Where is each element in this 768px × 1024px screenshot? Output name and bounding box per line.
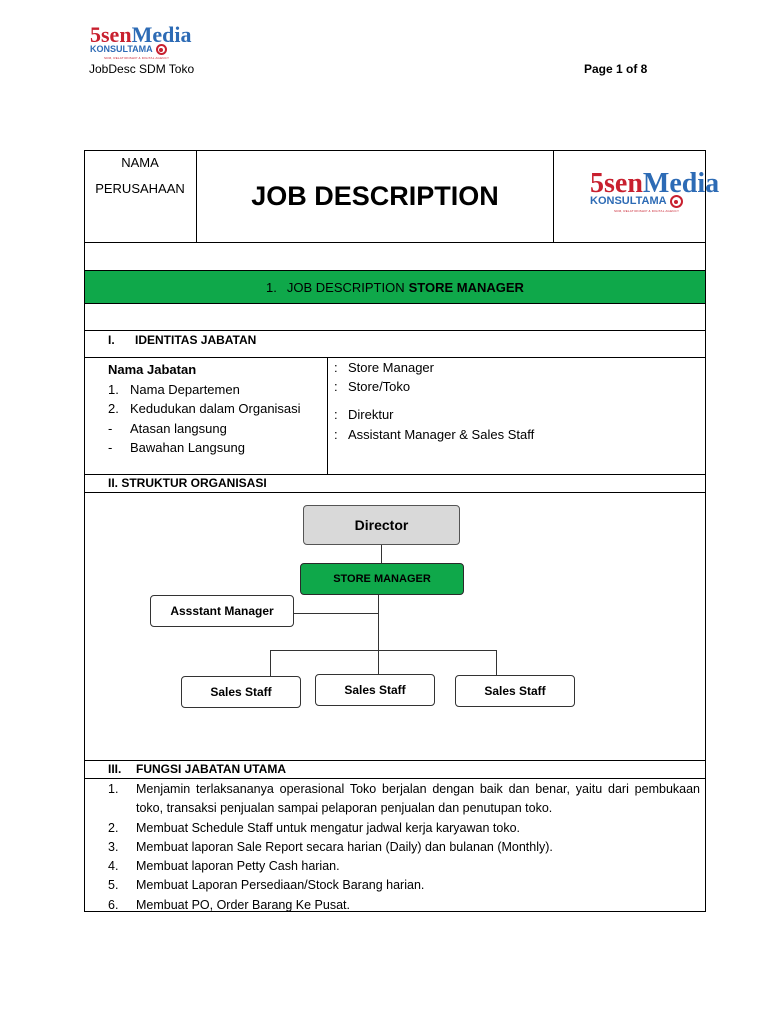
org-sales-staff: Sales Staff <box>455 675 575 707</box>
divider <box>84 303 706 304</box>
connector-staff-2 <box>378 650 379 674</box>
label-row: Nama Jabatan <box>108 362 197 377</box>
logo-tagline: SDM, RELATIONSHIP & DIGITAL AGENCY <box>614 209 680 213</box>
org-store-manager: STORE MANAGER <box>300 563 464 595</box>
banner-prefix: JOB DESCRIPTION <box>286 279 405 295</box>
banner-number: 1. <box>266 279 277 295</box>
page-indicator: Page 1 of 8 <box>584 62 648 76</box>
fungsi-heading: FUNGSI JABATAN UTAMA <box>136 762 286 776</box>
divider <box>84 357 706 358</box>
org-sales-staff: Sales Staff <box>315 674 435 706</box>
list-item: 2. Membuat Schedule Staff untuk mengatur jadwal kerja karyawan toko. <box>108 820 521 835</box>
org-assistant-manager: Assstant Manager <box>150 595 294 627</box>
divider <box>84 242 706 243</box>
document-title: JobDesc SDM Toko <box>89 62 195 76</box>
banner-role: STORE MANAGER <box>408 279 524 295</box>
table-logo <box>590 170 719 213</box>
page-title: JOB DESCRIPTION <box>251 180 499 211</box>
connector-staff-1 <box>270 650 271 676</box>
list-item: 6. Membuat PO, Order Barang Ke Pusat. <box>108 897 350 912</box>
connector-am <box>294 613 378 614</box>
logo-brand: 5senMedia <box>90 22 192 47</box>
label-row: - Atasan langsung <box>108 420 227 436</box>
divider <box>84 778 706 779</box>
logo-sub: KONSULTAMA <box>590 195 667 207</box>
divider <box>84 492 706 493</box>
label-row: 2. Kedudukan dalam Organisasi <box>108 401 301 416</box>
label-row: - Bawahan Langsung <box>108 440 245 455</box>
label-row: 1. Nama Departemen <box>108 381 240 397</box>
fungsi-list <box>108 780 700 915</box>
connector-director-sm <box>381 545 382 563</box>
header-logo <box>90 24 191 60</box>
connector-staff-3 <box>496 650 497 675</box>
value-row: : Direktur <box>334 407 394 422</box>
list-item: 3. Membuat laporan Sale Report secara harian (Daily) dan bulanan (Monthly). <box>108 839 553 854</box>
identitas-labels <box>108 360 301 458</box>
logo-sub: KONSULTAMA <box>90 44 153 54</box>
target-icon <box>670 195 683 208</box>
divider <box>84 760 706 761</box>
list-item: 1. Menjamin terlaksananya operasional Toko berjalan dengan baik dan benar, yaitu dari pembukaan toko, transaksi penjualan sampai pelaporan penjualan dan penutupan toko. <box>108 782 700 816</box>
connector-staff-bar <box>270 650 497 651</box>
org-sales-staff: Sales Staff <box>181 676 301 708</box>
value-row: : Store/Toko <box>334 379 411 394</box>
list-item: 5. Membuat Laporan Persediaan/Stock Barang harian. <box>108 878 425 893</box>
divider <box>553 150 554 242</box>
value-row: : Assistant Manager & Sales Staff <box>334 427 535 442</box>
connector-sm-trunk <box>378 595 379 650</box>
struktur-heading: II. STRUKTUR ORGANISASI <box>108 476 267 490</box>
divider <box>327 357 328 474</box>
fungsi-heading-number: III. <box>108 762 122 776</box>
company-name-label: NAMA PERUSAHAAN <box>95 155 185 196</box>
value-row: : Store Manager <box>334 360 434 375</box>
divider <box>84 330 706 331</box>
divider <box>84 474 706 475</box>
section-banner <box>85 271 705 303</box>
list-item: 4. Membuat laporan Petty Cash harian. <box>108 859 340 874</box>
identitas-heading: IDENTITAS JABATAN <box>135 333 257 347</box>
target-icon <box>156 44 167 55</box>
logo-brand: 5senMedia <box>590 168 720 199</box>
org-director: Director <box>303 505 460 545</box>
identitas-heading-number: I. <box>108 333 115 347</box>
logo-tagline: SDM, RELATIONSHIP & DIGITAL AGENCY <box>104 56 170 60</box>
